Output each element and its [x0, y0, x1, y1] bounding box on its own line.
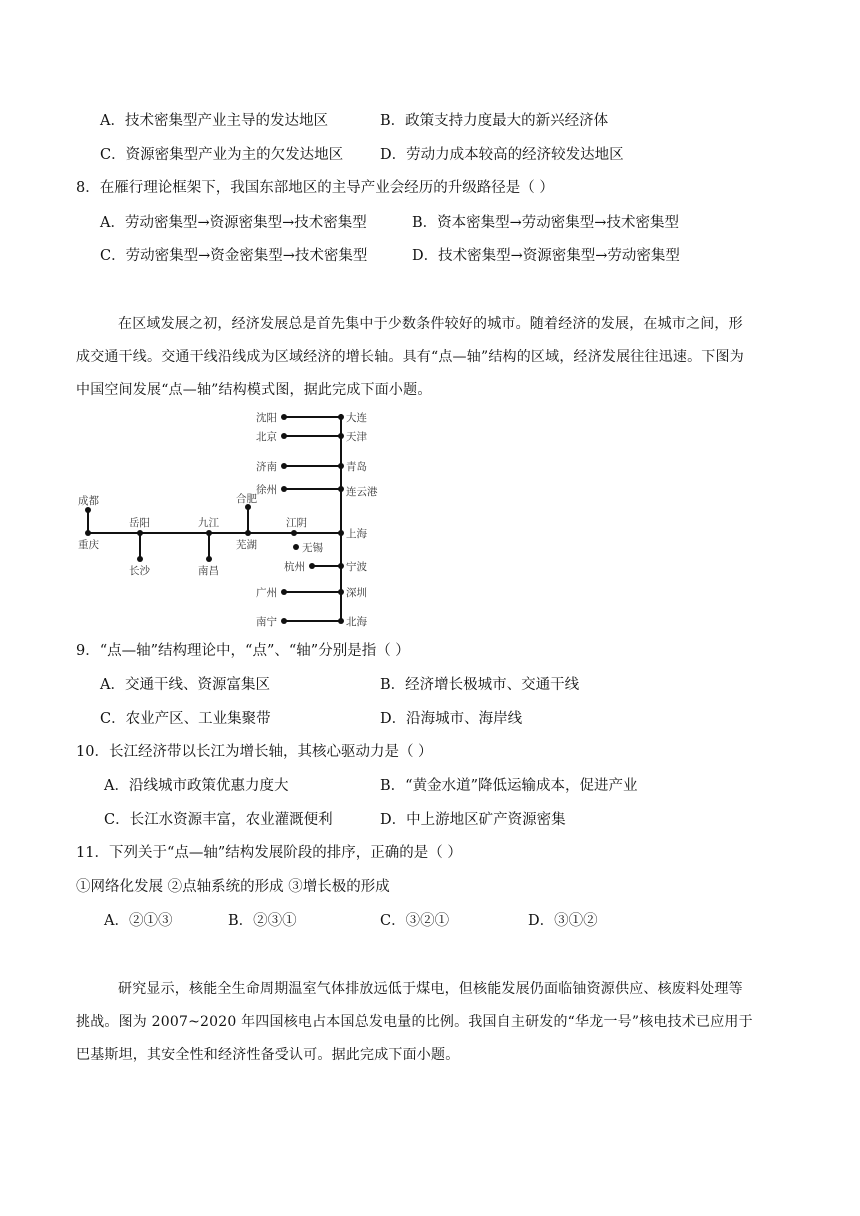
label-shenyang: 沈阳 — [256, 412, 277, 424]
dot-chengdu — [85, 507, 91, 513]
label-lianyungang: 连云港 — [346, 486, 378, 498]
dot-ningbo — [338, 563, 344, 569]
label-tianjin: 天津 — [346, 431, 367, 443]
dot-hangzhou — [309, 563, 315, 569]
q9-option-d: D．沿海城市、海岸线 — [380, 711, 523, 727]
dot-jinan — [281, 463, 287, 469]
q11-stem: 11．下列关于“点—轴”结构发展阶段的排序，正确的是（ ） — [76, 845, 462, 861]
q8-option-a: A．劳动密集型→资源密集型→技术密集型 — [100, 215, 367, 231]
label-jiujiang: 九江 — [198, 517, 219, 529]
dot-dalian — [338, 414, 344, 420]
passage2-line1: 研究显示，核能全生命周期温室气体排放远低于煤电，但核能发展仍面临铀资源供应、核废料处理等 — [118, 981, 743, 997]
label-chengdu: 成都 — [78, 495, 99, 507]
dot-shanghai — [338, 530, 344, 536]
label-ningbo: 宁波 — [346, 561, 367, 573]
dot-nanning — [281, 618, 287, 624]
label-qingdao: 青岛 — [346, 461, 367, 473]
dot-shenyang — [281, 414, 287, 420]
dot-jiujiang — [206, 530, 212, 536]
q11-option-c: C．③②① — [380, 913, 450, 929]
point-axis-diagram — [0, 400, 860, 640]
label-shanghai: 上海 — [346, 528, 367, 540]
dot-changsha — [137, 556, 143, 562]
dot-jiangyin — [291, 530, 297, 536]
dot-shenzhen — [338, 589, 344, 595]
dot-beijing — [281, 433, 287, 439]
q8-option-b: B．资本密集型→劳动密集型→技术密集型 — [412, 215, 679, 231]
q10-option-b: B．“黄金水道”降低运输成本，促进产业 — [380, 778, 638, 794]
label-chongqing: 重庆 — [78, 539, 99, 551]
q11-option-b: B．②③① — [228, 913, 297, 929]
q8-option-d: D．技术密集型→资源密集型→劳动密集型 — [412, 248, 680, 264]
q10-option-d: D．中上游地区矿产资源密集 — [380, 812, 566, 828]
q7-option-b: B．政策支持力度最大的新兴经济体 — [380, 113, 609, 129]
passage2-line3: 巴基斯坦，其安全性和经济性备受认可。据此完成下面小题。 — [76, 1047, 460, 1063]
q10-option-a: A．沿线城市政策优惠力度大 — [104, 778, 289, 794]
q8-option-c: C．劳动密集型→资金密集型→技术密集型 — [100, 248, 368, 264]
dot-wuxi — [293, 544, 299, 550]
label-hangzhou: 杭州 — [284, 561, 305, 573]
dot-lianyungang — [338, 486, 344, 492]
q11-option-a: A．②①③ — [104, 913, 173, 929]
passage2-line2: 挑战。图为 2007~2020 年四国核电占本国总发电量的比例。我国自主研发的“华龙一号”核电技术已应用于 — [76, 1014, 753, 1030]
dot-qingdao — [338, 463, 344, 469]
q11-items: ①网络化发展 ②点轴系统的形成 ③增长极的形成 — [76, 879, 390, 895]
q9-stem: 9．“点—轴”结构理论中，“点”、“轴”分别是指（ ） — [76, 643, 410, 659]
q9-option-a: A．交通干线、资源富集区 — [100, 677, 270, 693]
label-dalian: 大连 — [346, 412, 367, 424]
passage1-line3: 中国空间发展“点—轴”结构模式图，据此完成下面小题。 — [76, 382, 432, 398]
dot-yueyang — [137, 530, 143, 536]
label-jiangyin: 江阴 — [286, 517, 307, 529]
dot-xuzhou — [281, 486, 287, 492]
passage1-line2: 成交通干线。交通干线沿线成为区域经济的增长轴。具有“点—轴”结构的区域，经济发展往往迅速。下图为 — [76, 349, 744, 365]
q9-option-b: B．经济增长极城市、交通干线 — [380, 677, 580, 693]
label-beijing: 北京 — [256, 431, 277, 443]
label-wuxi: 无锡 — [302, 542, 323, 554]
label-jinan: 济南 — [256, 461, 277, 473]
passage1-line1: 在区域发展之初，经济发展总是首先集中于少数条件较好的城市。随着经济的发展，在城市之间，形 — [118, 316, 743, 332]
q8-stem: 8．在雁行理论框架下，我国东部地区的主导产业会经历的升级路径是（ ） — [76, 180, 554, 196]
label-changsha: 长沙 — [129, 565, 150, 577]
label-shenzhen: 深圳 — [346, 587, 367, 599]
label-nanning: 南宁 — [256, 616, 277, 628]
dot-guangzhou — [281, 589, 287, 595]
dot-chongqing — [85, 530, 91, 536]
q7-option-c: C．资源密集型产业为主的欠发达地区 — [100, 147, 344, 163]
q10-option-c: C．长江水资源丰富，农业灌溉便利 — [104, 812, 333, 828]
q10-stem: 10．长江经济带以长江为增长轴，其核心驱动力是（ ） — [76, 744, 433, 760]
q11-option-d: D．③①② — [528, 913, 598, 929]
dot-tianjin — [338, 433, 344, 439]
label-nanchang: 南昌 — [198, 565, 219, 577]
label-xuzhou: 徐州 — [256, 484, 277, 496]
q9-option-c: C．农业产区、工业集聚带 — [100, 711, 271, 727]
dot-beihai — [338, 618, 344, 624]
dot-wuhu — [245, 530, 251, 536]
label-hefei: 合肥 — [236, 493, 257, 505]
label-guangzhou: 广州 — [256, 587, 277, 599]
label-yueyang: 岳阳 — [129, 517, 150, 529]
q7-option-a: A．技术密集型产业主导的发达地区 — [100, 113, 328, 129]
label-wuhu: 芜湖 — [236, 539, 257, 551]
label-beihai: 北海 — [346, 616, 367, 628]
dot-nanchang — [206, 556, 212, 562]
q7-option-d: D．劳动力成本较高的经济较发达地区 — [380, 147, 624, 163]
